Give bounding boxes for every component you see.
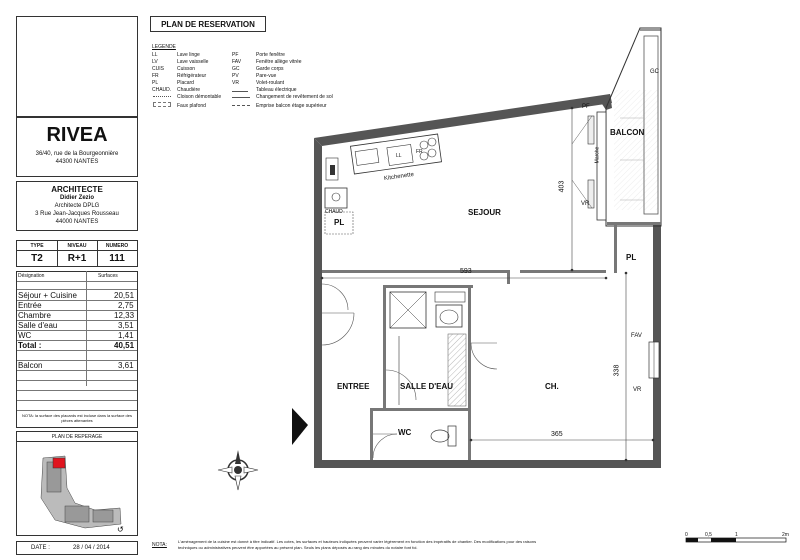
room-entree: ENTREE — [337, 382, 370, 391]
date-value: 28 / 04 / 2014 — [73, 545, 110, 551]
surface-row: Salle d'eau 3,51 — [17, 321, 137, 331]
south-wall — [314, 460, 661, 468]
label-chaud: CHAUD — [325, 209, 343, 215]
designation-header: Désignation — [18, 273, 45, 279]
architect-title: Architecte DPLG — [54, 203, 100, 209]
footer-note: L'aménagement de la cuisine est donné à titre indicatif. Les cotes, les surfaces et hauteurs indiquées peuvent varier légèrement en fonction des impératifs de chantier. Des modifications pour des raisons techniques ou administratives peuvent être apportées au présent plan. Seuls les plans déposés au rang des minutes du notaire font foi. — [178, 539, 537, 550]
room-pl-sejour: PL — [334, 218, 345, 227]
sink — [355, 149, 379, 166]
scale-1: 1 — [735, 532, 738, 538]
reperage-title: PLAN DE REPERAGE — [51, 434, 103, 440]
wall-sejour-south — [322, 270, 507, 273]
door-entree — [322, 313, 354, 345]
level-header: NIVEAU — [67, 243, 87, 249]
label-vr: VR — [581, 201, 590, 207]
label-pf: PF — [582, 104, 590, 110]
dim-338: 338 — [613, 364, 621, 377]
label-ll: LL — [396, 153, 402, 159]
surface-row: Entrée 2,75 — [17, 301, 137, 311]
surface-balcon-row: Balcon 3,61 — [17, 361, 137, 371]
type-header: TYPE — [30, 243, 44, 249]
label-fr: FR — [416, 149, 423, 155]
dim-403: 403 — [558, 180, 566, 193]
room-sejour: SEJOUR — [468, 208, 501, 217]
scale-2m: 2m — [782, 532, 789, 538]
svg-text:↺: ↺ — [117, 525, 124, 534]
surface-row: Séjour + Cuisine 20,51 — [17, 291, 137, 301]
plan-title: PLAN DE RESERVATION — [161, 20, 255, 29]
wall-entry-bath — [383, 285, 386, 410]
label-fav: FAV — [631, 333, 642, 339]
door-sejour — [322, 284, 348, 310]
room-balcon: BALCON — [610, 128, 645, 137]
marche-step — [597, 112, 606, 220]
architect-street: 3 Rue Jean-Jacques Rousseau — [35, 211, 119, 217]
label-kitchenette: Kitchenette — [383, 171, 415, 183]
chaudiere — [325, 188, 347, 208]
room-salle-eau: SALLE D'EAU — [400, 382, 454, 391]
unit-number: 111 — [109, 253, 125, 264]
surfaces-note: NOTA: la surface des placards est incluse dans la surface des pièces attenantes — [22, 413, 132, 423]
number-header: NUMERO — [105, 243, 129, 249]
dim-593: 593 — [460, 268, 472, 275]
surface-row: Chambre 12,33 — [17, 311, 137, 321]
scale-0: 0 — [685, 532, 688, 538]
architect-city: 44000 NANTES — [55, 219, 99, 225]
wc-bowl — [431, 430, 449, 442]
door-ch — [471, 343, 497, 369]
architect-name: Didier Zezio — [59, 195, 94, 201]
scale-bar — [686, 538, 786, 542]
project-address-line2: 44300 NANTES — [55, 159, 99, 165]
footer-note-label: NOTA: — [152, 542, 167, 548]
label-marche: Marche — [594, 146, 601, 164]
room-chambre: CH. — [545, 382, 559, 391]
dim-365: 365 — [551, 431, 563, 438]
surfaces-header: Surfaces — [98, 273, 118, 279]
west-wall — [314, 138, 322, 468]
date-label: DATE : — [31, 545, 50, 551]
legend-title: LEGENDE — [152, 44, 176, 50]
wall-bath-ch — [468, 285, 471, 410]
label-vr-ch: VR — [633, 387, 642, 393]
hob — [420, 141, 428, 149]
surface-total-row: Total : 40,51 — [17, 341, 137, 351]
entrance-arrow — [292, 408, 308, 445]
scale-05: 0,5 — [705, 532, 712, 538]
bath-duct — [448, 334, 466, 406]
wall-wc-east — [468, 410, 471, 460]
unit-type: T2 — [31, 253, 43, 264]
surface-row: WC 1,41 — [17, 331, 137, 341]
balcony-floor — [614, 90, 658, 210]
room-pl-chambre: PL — [626, 253, 637, 262]
wall-wc-top — [370, 408, 471, 411]
architect-heading: ARCHITECTE — [51, 185, 103, 194]
bath-ceiling — [435, 292, 465, 302]
project-name: RIVEA — [46, 124, 108, 146]
room-wc: WC — [398, 428, 412, 437]
project-address-line1: 36/40, rue de la Bourgeonnière — [35, 151, 119, 157]
north-wall — [314, 94, 612, 146]
north-arrow — [218, 450, 258, 490]
door-wc — [373, 434, 397, 458]
unit-level: R+1 — [67, 253, 87, 264]
label-gc: GC — [650, 69, 659, 75]
